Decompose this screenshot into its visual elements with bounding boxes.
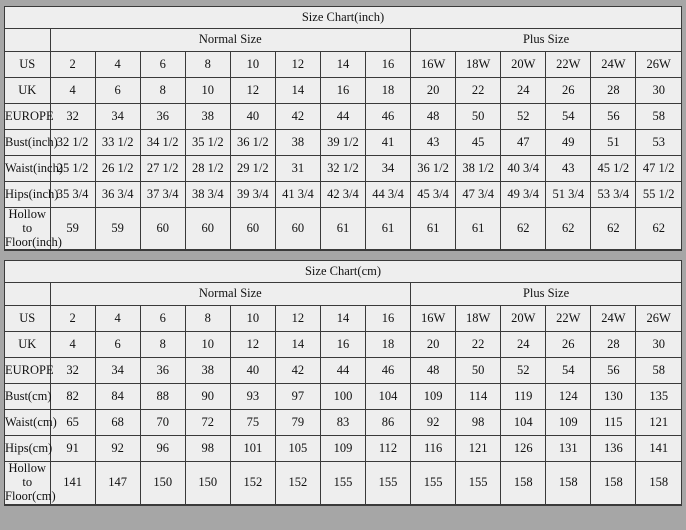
table-row <box>5 410 681 436</box>
cell: 4 <box>50 78 95 104</box>
cell: 32 <box>50 358 95 384</box>
cell: 59 <box>50 208 95 250</box>
cell: 158 <box>636 462 681 504</box>
table-row <box>5 384 681 410</box>
cell: 6 <box>140 306 185 332</box>
cell: 50 <box>456 358 501 384</box>
cell: 141 <box>50 462 95 504</box>
size-chart-inch-table <box>5 7 681 250</box>
cell: 20W <box>501 52 546 78</box>
table-row <box>5 358 681 384</box>
cell: 44 <box>320 358 365 384</box>
cell: 14 <box>275 332 320 358</box>
cell: 116 <box>411 436 456 462</box>
cell: 22W <box>546 52 591 78</box>
cell: 8 <box>185 52 230 78</box>
cell: 141 <box>636 436 681 462</box>
table-row <box>5 462 681 504</box>
cell: 24W <box>591 52 636 78</box>
cell: 92 <box>411 410 456 436</box>
cell: 12 <box>230 332 275 358</box>
cell: 46 <box>366 358 411 384</box>
cell: 91 <box>50 436 95 462</box>
cell: 18W <box>456 52 501 78</box>
cell: 41 3/4 <box>275 182 320 208</box>
cell: 92 <box>95 436 140 462</box>
cell: 150 <box>140 462 185 504</box>
cell: 147 <box>95 462 140 504</box>
cell: 34 <box>95 358 140 384</box>
cell: 48 <box>411 358 456 384</box>
table-row <box>5 156 681 182</box>
row-label: Hollow to Floor(cm) <box>5 461 56 503</box>
cell: 42 3/4 <box>320 182 365 208</box>
cell: 6 <box>95 78 140 104</box>
size-chart-cm <box>4 260 682 505</box>
cell: 36 3/4 <box>95 182 140 208</box>
cell: 60 <box>230 208 275 250</box>
cell: 119 <box>501 384 546 410</box>
cell: 20W <box>501 306 546 332</box>
cell: 84 <box>95 384 140 410</box>
cell: 16 <box>320 78 365 104</box>
row-label: Waist(inch) <box>5 156 50 182</box>
size-chart-inch <box>4 6 682 251</box>
cell: 35 3/4 <box>50 182 95 208</box>
cell: 155 <box>366 462 411 504</box>
cell: 124 <box>546 384 591 410</box>
cell: 12 <box>275 306 320 332</box>
cell: 36 <box>140 104 185 130</box>
cell: 58 <box>636 358 681 384</box>
cell: 68 <box>95 410 140 436</box>
cell: 60 <box>140 208 185 250</box>
cell: 158 <box>501 462 546 504</box>
table-row <box>5 130 681 156</box>
row-label: Hollow to Floor(inch) <box>5 207 62 249</box>
cell: 34 1/2 <box>140 130 185 156</box>
cell: 131 <box>546 436 591 462</box>
table-row <box>5 78 681 104</box>
cell: 100 <box>320 384 365 410</box>
cell: 155 <box>320 462 365 504</box>
group-header-plus: Plus Size <box>411 29 681 52</box>
row-label: Waist(cm) <box>5 410 50 436</box>
cell: 150 <box>185 462 230 504</box>
cell: 54 <box>546 358 591 384</box>
cell: 31 <box>275 156 320 182</box>
cell: 47 <box>501 130 546 156</box>
cell: 16W <box>411 306 456 332</box>
cell: 14 <box>275 78 320 104</box>
cell: 10 <box>185 332 230 358</box>
cell: 4 <box>95 306 140 332</box>
cell: 39 3/4 <box>230 182 275 208</box>
cell: 8 <box>140 78 185 104</box>
cell: 88 <box>140 384 185 410</box>
cell: 43 <box>546 156 591 182</box>
table-row <box>5 52 681 78</box>
cell: 10 <box>230 52 275 78</box>
cell: 29 1/2 <box>230 156 275 182</box>
size-chart-cm-table <box>5 261 681 504</box>
cell: 35 1/2 <box>185 130 230 156</box>
cell: 26 1/2 <box>95 156 140 182</box>
cell: 155 <box>456 462 501 504</box>
cell: 61 <box>320 208 365 250</box>
cell: 22 <box>456 332 501 358</box>
cell: 155 <box>411 462 456 504</box>
cell: 62 <box>501 208 546 250</box>
cell: 2 <box>50 52 95 78</box>
cell: 72 <box>185 410 230 436</box>
cell: 18 <box>366 332 411 358</box>
cell: 16 <box>320 332 365 358</box>
cell: 16 <box>366 306 411 332</box>
cell: 50 <box>456 104 501 130</box>
cell: 121 <box>636 410 681 436</box>
cell: 61 <box>366 208 411 250</box>
cell: 28 1/2 <box>185 156 230 182</box>
cell: 101 <box>230 436 275 462</box>
cell: 51 3/4 <box>546 182 591 208</box>
cell: 61 <box>411 208 456 250</box>
cell: 24 <box>501 332 546 358</box>
cell: 38 3/4 <box>185 182 230 208</box>
cell: 61 <box>456 208 501 250</box>
cell: 45 <box>456 130 501 156</box>
cell: 97 <box>275 384 320 410</box>
cell: 62 <box>636 208 681 250</box>
cell: 16 <box>366 52 411 78</box>
cell: 114 <box>456 384 501 410</box>
cell: 52 <box>501 104 546 130</box>
row-label: Bust(cm) <box>5 384 50 410</box>
cell: 56 <box>591 104 636 130</box>
table-row <box>5 104 681 130</box>
cell: 30 <box>636 78 681 104</box>
cell: 34 <box>95 104 140 130</box>
cell: 75 <box>230 410 275 436</box>
chart-title: Size Chart(inch) <box>5 7 681 29</box>
cell: 43 <box>411 130 456 156</box>
cell: 12 <box>230 78 275 104</box>
cell: 36 <box>140 358 185 384</box>
cell: 52 <box>501 358 546 384</box>
cell: 16W <box>411 52 456 78</box>
cell: 53 <box>636 130 681 156</box>
title-row <box>5 7 681 29</box>
cell: 79 <box>275 410 320 436</box>
cell: 60 <box>185 208 230 250</box>
cell: 26 <box>546 78 591 104</box>
size-chart-cm-body <box>5 261 681 504</box>
cell: 135 <box>636 384 681 410</box>
cell: 98 <box>185 436 230 462</box>
cell: 49 <box>546 130 591 156</box>
cell: 26W <box>636 306 681 332</box>
cell: 32 1/2 <box>320 156 365 182</box>
cell: 130 <box>591 384 636 410</box>
cell: 28 <box>591 78 636 104</box>
cell: 83 <box>320 410 365 436</box>
cell: 104 <box>366 384 411 410</box>
cell: 22W <box>546 306 591 332</box>
cell: 28 <box>591 332 636 358</box>
cell: 34 <box>366 156 411 182</box>
cell: 4 <box>95 52 140 78</box>
cell: 39 1/2 <box>320 130 365 156</box>
cell: 44 <box>320 104 365 130</box>
cell: 24 <box>501 78 546 104</box>
cell: 48 <box>411 104 456 130</box>
cell: 6 <box>95 332 140 358</box>
cell: 93 <box>230 384 275 410</box>
group-header-normal: Normal Size <box>50 29 411 52</box>
row-label: EUROPE <box>5 358 50 384</box>
group-header-plus: Plus Size <box>411 283 681 306</box>
cell: 22 <box>456 78 501 104</box>
cell: 109 <box>320 436 365 462</box>
title-row <box>5 261 681 283</box>
cell: 58 <box>636 104 681 130</box>
cell: 158 <box>591 462 636 504</box>
cell: 12 <box>275 52 320 78</box>
cell: 49 3/4 <box>501 182 546 208</box>
row-label: US <box>5 306 50 332</box>
cell: 36 1/2 <box>230 130 275 156</box>
cell: 38 <box>185 358 230 384</box>
row-label: Hips(cm) <box>5 436 50 462</box>
group-header-blank <box>5 29 50 52</box>
cell: 62 <box>546 208 591 250</box>
cell: 51 <box>591 130 636 156</box>
cell: 45 1/2 <box>591 156 636 182</box>
cell: 70 <box>140 410 185 436</box>
cell: 38 1/2 <box>456 156 501 182</box>
cell: 42 <box>275 358 320 384</box>
cell: 36 1/2 <box>411 156 456 182</box>
cell: 2 <box>50 306 95 332</box>
cell: 41 <box>366 130 411 156</box>
cell: 104 <box>501 410 546 436</box>
cell: 152 <box>275 462 320 504</box>
cell: 96 <box>140 436 185 462</box>
cell: 14 <box>320 306 365 332</box>
cell: 109 <box>546 410 591 436</box>
cell: 56 <box>591 358 636 384</box>
row-label: US <box>5 52 50 78</box>
table-row <box>5 182 681 208</box>
cell: 54 <box>546 104 591 130</box>
group-header-blank <box>5 283 50 306</box>
cell: 55 1/2 <box>636 182 681 208</box>
cell: 40 <box>230 104 275 130</box>
cell: 14 <box>320 52 365 78</box>
cell: 158 <box>546 462 591 504</box>
table-row <box>5 436 681 462</box>
cell: 98 <box>456 410 501 436</box>
cell: 25 1/2 <box>50 156 95 182</box>
cell: 59 <box>95 208 140 250</box>
cell: 38 <box>185 104 230 130</box>
cell: 20 <box>411 332 456 358</box>
cell: 10 <box>230 306 275 332</box>
cell: 26 <box>546 332 591 358</box>
cell: 6 <box>140 52 185 78</box>
cell: 18W <box>456 306 501 332</box>
cell: 44 3/4 <box>366 182 411 208</box>
cell: 90 <box>185 384 230 410</box>
cell: 30 <box>636 332 681 358</box>
cell: 105 <box>275 436 320 462</box>
row-label: Hips(inch) <box>5 182 50 208</box>
cell: 38 <box>275 130 320 156</box>
cell: 26W <box>636 52 681 78</box>
cell: 53 3/4 <box>591 182 636 208</box>
group-header-row <box>5 283 681 306</box>
cell: 47 3/4 <box>456 182 501 208</box>
cell: 27 1/2 <box>140 156 185 182</box>
cell: 32 1/2 <box>50 130 95 156</box>
group-header-normal: Normal Size <box>50 283 411 306</box>
cell: 136 <box>591 436 636 462</box>
row-label: UK <box>5 332 50 358</box>
cell: 82 <box>50 384 95 410</box>
row-label: UK <box>5 78 50 104</box>
cell: 33 1/2 <box>95 130 140 156</box>
cell: 65 <box>50 410 95 436</box>
size-chart-inch-body <box>5 7 681 250</box>
cell: 109 <box>411 384 456 410</box>
chart-title: Size Chart(cm) <box>5 261 681 283</box>
cell: 126 <box>501 436 546 462</box>
cell: 47 1/2 <box>636 156 681 182</box>
cell: 86 <box>366 410 411 436</box>
cell: 45 3/4 <box>411 182 456 208</box>
table-row <box>5 208 681 250</box>
cell: 24W <box>591 306 636 332</box>
row-label: Bust(inch) <box>5 130 50 156</box>
cell: 32 <box>50 104 95 130</box>
table-row <box>5 306 681 332</box>
cell: 8 <box>185 306 230 332</box>
cell: 37 3/4 <box>140 182 185 208</box>
group-header-row <box>5 29 681 52</box>
table-row <box>5 332 681 358</box>
cell: 10 <box>185 78 230 104</box>
cell: 18 <box>366 78 411 104</box>
cell: 40 3/4 <box>501 156 546 182</box>
cell: 8 <box>140 332 185 358</box>
cell: 4 <box>50 332 95 358</box>
row-label: EUROPE <box>5 104 50 130</box>
cell: 60 <box>275 208 320 250</box>
cell: 46 <box>366 104 411 130</box>
cell: 152 <box>230 462 275 504</box>
cell: 40 <box>230 358 275 384</box>
cell: 20 <box>411 78 456 104</box>
cell: 121 <box>456 436 501 462</box>
cell: 42 <box>275 104 320 130</box>
cell: 112 <box>366 436 411 462</box>
cell: 115 <box>591 410 636 436</box>
cell: 62 <box>591 208 636 250</box>
